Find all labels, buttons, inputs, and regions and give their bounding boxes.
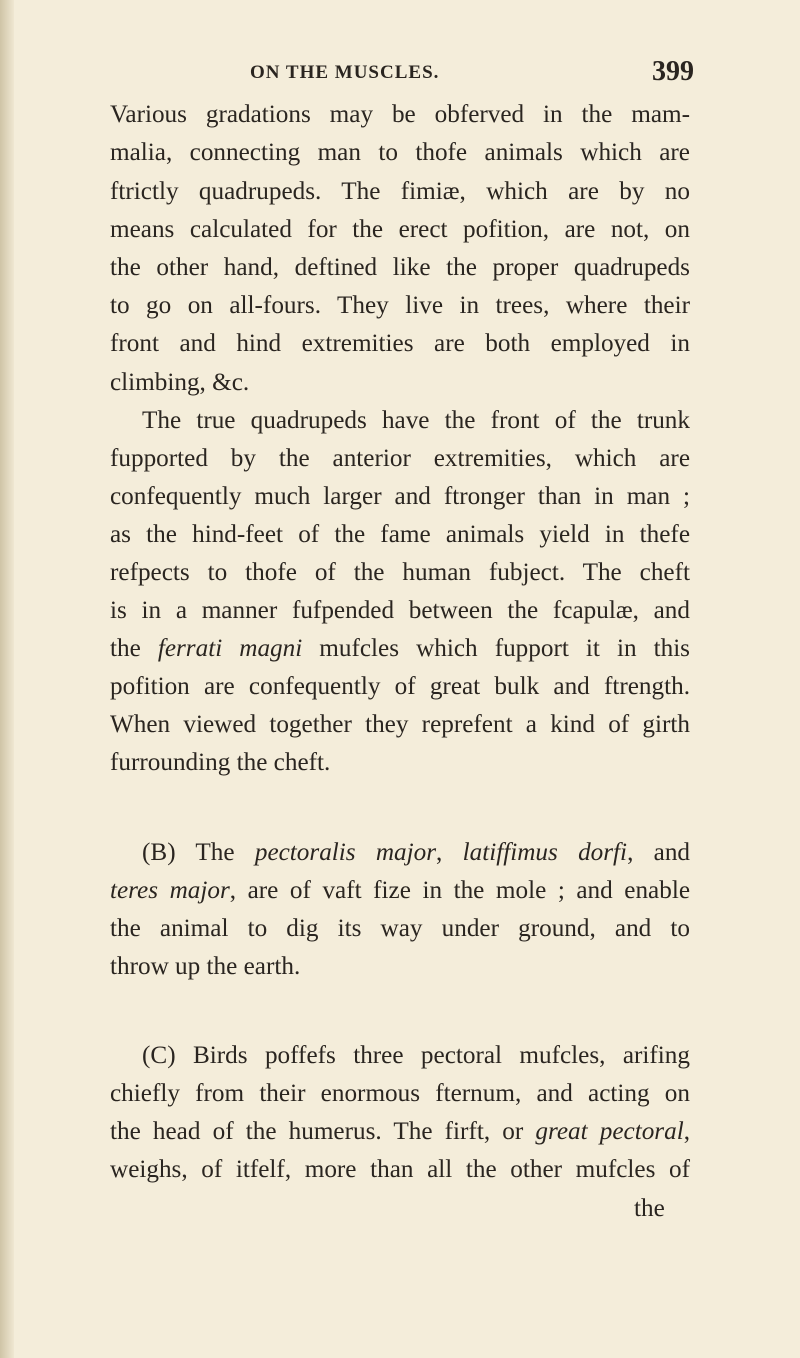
- text-segment: as the hind-feet of the fame animals yield in thefe: [110, 521, 690, 548]
- text-segment: is in a manner fufpended between the fcapulæ, and: [110, 597, 690, 624]
- text-segment: front and hind extremities are both employed in: [110, 330, 690, 357]
- text-line: [110, 708, 690, 742]
- text-segment: (C) Birds poffefs three pectoral mufcles, arifing: [142, 1042, 690, 1069]
- text-line: [110, 912, 690, 946]
- italic-text: pectoralis major: [254, 839, 437, 866]
- text-segment: refpects to thofe of the human fubject. The cheft: [110, 559, 690, 586]
- text-segment: malia, connecting man to thofe animals which are: [110, 139, 690, 166]
- text-line: [110, 594, 690, 628]
- text-line: [110, 556, 690, 590]
- catchword: [634, 1192, 694, 1226]
- text-segment: weighs, of itfelf, more than all the other mufcles of: [110, 1156, 690, 1183]
- text-line: [110, 251, 690, 285]
- italic-text: great pectoral: [535, 1118, 684, 1145]
- text-segment: mufcles which fupport it in this: [302, 635, 690, 662]
- text-segment: ftrictly quadrupeds. The fimiæ, which are by no: [110, 178, 690, 205]
- text-segment: , and: [627, 839, 691, 866]
- text-line: [110, 874, 690, 908]
- text-segment: ,: [436, 839, 463, 866]
- text-line: [110, 670, 690, 704]
- text-line: [110, 366, 690, 400]
- text-line: [110, 1153, 690, 1187]
- text-segment: the animal to dig its way under ground, and to: [110, 915, 690, 942]
- text-segment: , are of vaft fize in the mole ; and enable: [229, 877, 691, 904]
- text-line: [110, 289, 690, 323]
- text-line: [110, 327, 690, 361]
- text-segment: furrounding the cheft.: [110, 749, 331, 776]
- text-line: [110, 175, 690, 209]
- text-segment: the: [634, 1195, 665, 1222]
- text-line: [110, 1115, 690, 1149]
- text-line: [110, 746, 690, 780]
- text-segment: fupported by the anterior extremities, which are: [110, 445, 690, 472]
- text-line: [142, 404, 690, 438]
- text-line: [110, 98, 690, 132]
- text-segment: climbing, &c.: [110, 369, 250, 396]
- text-segment: the other hand, deftined like the proper quadrupeds: [110, 254, 690, 281]
- text-line: [110, 480, 690, 514]
- text-line: [110, 950, 690, 984]
- text-segment: When viewed together they reprefent a kind of girth: [110, 711, 690, 738]
- text-segment: confequently much larger and ftronger than in man ;: [110, 483, 690, 510]
- text-segment: means calculated for the erect pofition, are not, on: [110, 216, 690, 243]
- text-line: [110, 518, 690, 552]
- text-segment: chiefly from their enormous fternum, and acting on: [110, 1080, 690, 1107]
- text-line: [110, 1077, 690, 1111]
- italic-text: teres major: [110, 877, 230, 904]
- text-segment: The true quadrupeds have the front of the trunk: [142, 407, 690, 434]
- text-segment: pofition are confequently of great bulk and ftrength.: [110, 673, 690, 700]
- text-segment: the head of the humerus. The firft, or: [110, 1118, 536, 1145]
- italic-text: ferrati magni: [157, 635, 303, 662]
- running-head: ON THE MUSCLES.: [250, 62, 440, 83]
- text-segment: to go on all-fours. They live in trees, where their: [110, 292, 690, 319]
- text-segment: Various gradations may be obferved in the mam-: [110, 101, 690, 128]
- text-segment: throw up the earth.: [110, 953, 301, 980]
- text-segment: (B) The: [142, 839, 255, 866]
- text-line: [110, 213, 690, 247]
- text-line: [110, 136, 690, 170]
- page-number: 399: [652, 56, 694, 87]
- italic-text: latiffimus dorfi: [462, 839, 628, 866]
- text-segment: the: [110, 635, 158, 662]
- text-segment: ,: [683, 1118, 690, 1145]
- text-line: [110, 442, 690, 476]
- text-line: [142, 836, 690, 870]
- text-line: [110, 632, 690, 666]
- text-line: [142, 1039, 690, 1073]
